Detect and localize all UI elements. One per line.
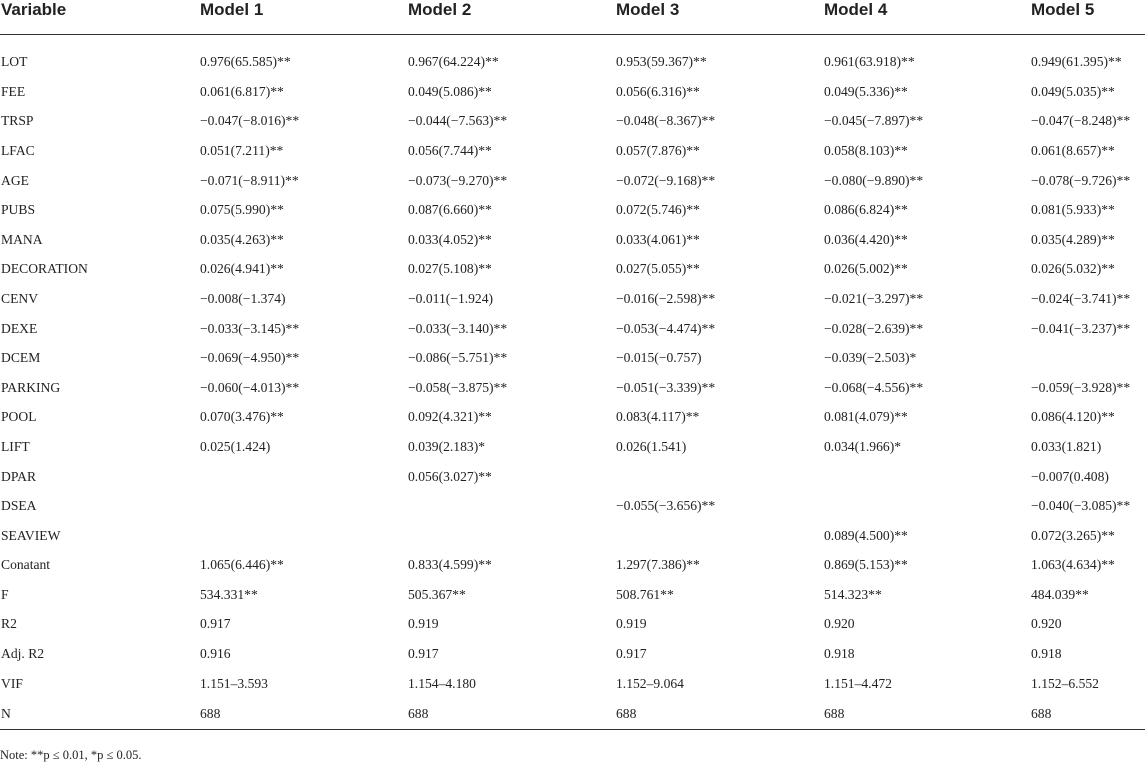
model-3-cell: −0.016(−2.598)** (616, 290, 716, 306)
model-4-cell: 0.089(4.500)** (824, 527, 908, 543)
header-spacer (0, 35, 1145, 48)
model-4-cell: −0.068(−4.556)** (824, 379, 924, 395)
model-5-cell: −0.078(−9.726)** (1031, 172, 1131, 188)
model-1-cell: −0.033(−3.145)** (200, 320, 300, 336)
table-row (0, 77, 1145, 107)
header-model-1: Model 1 (199, 0, 407, 35)
table-row (0, 343, 1145, 373)
variable-name-cell: VIF (1, 675, 23, 691)
model-3-cell: 0.919 (616, 616, 647, 632)
table-row (0, 255, 1145, 285)
model-3-cell: −0.055(−3.656)** (616, 498, 716, 514)
variable-name-cell: DCEM (1, 350, 41, 366)
model-4-cell: 0.918 (824, 646, 855, 662)
variable-name-cell: Adj. R2 (1, 646, 45, 662)
model-3-cell: −0.053(−4.474)** (616, 320, 716, 336)
table-row (0, 195, 1145, 225)
model-1-cell: 534.331** (200, 586, 258, 602)
variable-name-cell: MANA (1, 231, 43, 247)
model-2-cell: 0.039(2.183)* (408, 438, 486, 454)
model-2-cell: −0.033(−3.140)** (408, 320, 508, 336)
header-model-3: Model 3 (615, 0, 823, 35)
variable-name-cell: LOT (1, 54, 28, 69)
model-5-cell: −0.047(−8.248)** (1031, 113, 1131, 129)
model-2-cell: 0.919 (408, 616, 439, 632)
table-row (0, 580, 1145, 610)
model-3-cell: 0.033(4.061)** (616, 231, 700, 247)
model-5-cell: 1.063(4.634)** (1031, 557, 1115, 573)
model-3-cell: 0.917 (616, 646, 647, 662)
header-model-4: Model 4 (823, 0, 1030, 35)
model-5-cell: −0.041(−3.237)** (1031, 320, 1131, 336)
model-2-cell: 0.092(4.321)** (408, 409, 492, 425)
model-1-cell: 0.917 (200, 616, 231, 632)
model-2-cell: −0.044(−7.563)** (408, 113, 508, 129)
model-5-cell: −0.007(0.408) (1031, 468, 1109, 484)
model-4-cell: −0.021(−3.297)** (824, 290, 924, 306)
header-model-2: Model 2 (407, 0, 615, 35)
variable-name-cell: SEAVIEW (1, 527, 61, 543)
model-2-cell (407, 521, 615, 551)
variable-name-cell: PARKING (1, 379, 61, 395)
model-2-cell: −0.058(−3.875)** (408, 379, 508, 395)
model-5-cell: 0.035(4.289)** (1031, 231, 1115, 247)
model-2-cell: 505.367** (408, 586, 466, 602)
variable-name-cell: N (0, 698, 199, 730)
model-4-cell: 0.026(5.002)** (824, 261, 908, 277)
model-4-cell: 0.034(1.966)* (824, 438, 902, 454)
model-3-cell (615, 521, 823, 551)
model-5-cell: 0.033(1.821) (1031, 438, 1102, 454)
spacer-cell (0, 35, 1145, 48)
table-row (0, 225, 1145, 255)
model-4-cell: 0.086(6.824)** (824, 202, 908, 218)
variable-name-cell: AGE (1, 172, 29, 188)
model-2-cell: 0.056(3.027)** (408, 468, 492, 484)
table-row (0, 284, 1145, 314)
model-1-cell: −0.071(−8.911)** (200, 172, 299, 188)
table-row (0, 491, 1145, 521)
model-5-cell: 0.061(8.657)** (1031, 142, 1115, 158)
model-5-cell: 484.039** (1031, 586, 1089, 602)
model-2-cell: −0.086(−5.751)** (408, 350, 508, 366)
model-2-cell: −0.073(−9.270)** (408, 172, 508, 188)
model-4-cell: 1.151–4.472 (824, 675, 892, 691)
table-row (0, 47, 1145, 77)
model-1-cell: 1.151–3.593 (200, 675, 268, 691)
table-row (0, 403, 1145, 433)
model-1-cell: 0.025(1.424) (200, 438, 271, 454)
model-4-cell: −0.039(−2.503)* (824, 350, 917, 366)
model-3-cell: 0.057(7.876)** (616, 142, 700, 158)
model-1-cell: −0.008(−1.374) (200, 290, 286, 306)
model-1-cell: 0.051(7.211)** (200, 142, 284, 158)
model-1-cell: 0.026(4.941)** (200, 261, 284, 277)
model-1-cell: 0.070(3.476)** (200, 409, 284, 425)
model-5-cell: 0.949(61.395)** (1031, 54, 1122, 69)
model-1-cell: −0.047(−8.016)** (200, 113, 300, 129)
model-2-cell: 0.087(6.660)** (408, 202, 492, 218)
model-2-cell: 0.033(4.052)** (408, 231, 492, 247)
variable-name-cell: CENV (1, 290, 39, 306)
model-4-cell: 0.036(4.420)** (824, 231, 908, 247)
model-2-cell: −0.011(−1.924) (408, 290, 494, 306)
model-4-cell: 0.049(5.336)** (824, 83, 908, 99)
variable-name-cell: FEE (1, 83, 26, 99)
model-4-cell: 0.920 (824, 616, 855, 632)
table-row (0, 166, 1145, 196)
table-row (0, 373, 1145, 403)
model-5-cell: 0.920 (1031, 616, 1062, 632)
model-4-cell: −0.045(−7.897)** (824, 113, 924, 129)
model-5-cell: 688 (1030, 698, 1145, 730)
model-5-cell: 0.086(4.120)** (1031, 409, 1115, 425)
model-4-cell: 688 (823, 698, 1030, 730)
model-3-cell (615, 462, 823, 492)
model-2-cell: 0.917 (408, 646, 439, 662)
model-1-cell: 0.061(6.817)** (200, 83, 284, 99)
model-4-cell: 0.058(8.103)** (824, 142, 908, 158)
variable-name-cell: DEXE (1, 320, 38, 336)
model-2-cell: 0.056(7.744)** (408, 142, 492, 158)
variable-name-cell: TRSP (1, 113, 34, 129)
model-3-cell: 0.056(6.316)** (616, 83, 700, 99)
model-5-cell (1030, 343, 1145, 373)
model-5-cell: 0.081(5.933)** (1031, 202, 1115, 218)
variable-name-cell: DECORATION (1, 261, 88, 277)
model-1-cell: −0.069(−4.950)** (200, 350, 300, 366)
model-5-cell: −0.059(−3.928)** (1031, 379, 1131, 395)
model-1-cell: 0.075(5.990)** (200, 202, 284, 218)
model-2-cell: 0.967(64.224)** (408, 54, 499, 69)
variable-name-cell: Conatant (1, 557, 51, 573)
model-1-cell: 0.035(4.263)** (200, 231, 284, 247)
header-row (0, 0, 1145, 35)
header-variable: Variable (0, 0, 199, 35)
model-4-cell (823, 491, 1030, 521)
variable-name-cell: DPAR (1, 468, 37, 484)
variable-name-cell: DSEA (1, 498, 37, 514)
model-1-cell (199, 491, 407, 521)
table-row (0, 551, 1145, 581)
model-5-cell: 1.152–6.552 (1031, 675, 1099, 691)
table-row (0, 314, 1145, 344)
model-3-cell: 1.297(7.386)** (616, 557, 700, 573)
model-3-cell: −0.051(−3.339)** (616, 379, 716, 395)
variable-name-cell: LFAC (1, 142, 35, 158)
table-header (0, 0, 1145, 47)
model-3-cell: 1.152–9.064 (616, 675, 684, 691)
model-4-cell (823, 462, 1030, 492)
model-1-cell: 688 (199, 698, 407, 730)
model-3-cell: 0.953(59.367)** (616, 54, 707, 69)
model-1-cell: 0.976(65.585)** (200, 54, 291, 69)
variable-name-cell: POOL (1, 409, 37, 425)
model-4-cell: 0.961(63.918)** (824, 54, 915, 69)
table-body (0, 47, 1145, 730)
table-row (0, 669, 1145, 699)
variable-name-cell: F (1, 586, 9, 602)
variable-name-cell: R2 (1, 616, 17, 632)
model-5-cell: 0.072(3.265)** (1031, 527, 1115, 543)
model-1-cell (199, 521, 407, 551)
model-1-cell: −0.060(−4.013)** (200, 379, 300, 395)
table-row (0, 521, 1145, 551)
model-3-cell: 508.761** (616, 586, 674, 602)
model-3-cell: −0.015(−0.757) (616, 350, 702, 366)
model-4-cell: 0.081(4.079)** (824, 409, 908, 425)
model-2-cell: 0.049(5.086)** (408, 83, 492, 99)
model-4-cell: −0.028(−2.639)** (824, 320, 924, 336)
table-row (0, 698, 1145, 730)
model-5-cell: 0.026(5.032)** (1031, 261, 1115, 277)
header-model-5: Model 5 (1030, 0, 1145, 35)
model-2-cell: 1.154–4.180 (408, 675, 476, 691)
model-3-cell: −0.048(−8.367)** (616, 113, 716, 129)
model-2-cell (407, 491, 615, 521)
model-4-cell: −0.080(−9.890)** (824, 172, 924, 188)
model-3-cell: 0.083(4.117)** (616, 409, 700, 425)
model-3-cell: 688 (615, 698, 823, 730)
model-1-cell: 0.916 (200, 646, 231, 662)
variable-name-cell: PUBS (1, 202, 36, 218)
table-row (0, 639, 1145, 669)
table-row (0, 136, 1145, 166)
table-row (0, 610, 1145, 640)
model-5-cell: 0.049(5.035)** (1031, 83, 1115, 99)
model-4-cell: 514.323** (824, 586, 882, 602)
model-5-cell: 0.918 (1031, 646, 1062, 662)
table-row (0, 107, 1145, 137)
model-3-cell: −0.072(−9.168)** (616, 172, 716, 188)
model-2-cell: 688 (407, 698, 615, 730)
variable-name-cell: LIFT (1, 438, 30, 454)
model-5-cell: −0.024(−3.741)** (1031, 290, 1131, 306)
model-2-cell: 0.833(4.599)** (408, 557, 492, 573)
table-note: Note: **p ≤ 0.01, *p ≤ 0.05. (0, 748, 142, 762)
model-5-cell: −0.040(−3.085)** (1031, 498, 1131, 514)
model-3-cell: 0.027(5.055)** (616, 261, 700, 277)
model-1-cell (199, 462, 407, 492)
model-4-cell: 0.869(5.153)** (824, 557, 908, 573)
table-row (0, 462, 1145, 492)
model-3-cell: 0.026(1.541) (616, 438, 687, 454)
model-2-cell: 0.027(5.108)** (408, 261, 492, 277)
model-1-cell: 1.065(6.446)** (200, 557, 284, 573)
table-row (0, 432, 1145, 462)
model-3-cell: 0.072(5.746)** (616, 202, 700, 218)
